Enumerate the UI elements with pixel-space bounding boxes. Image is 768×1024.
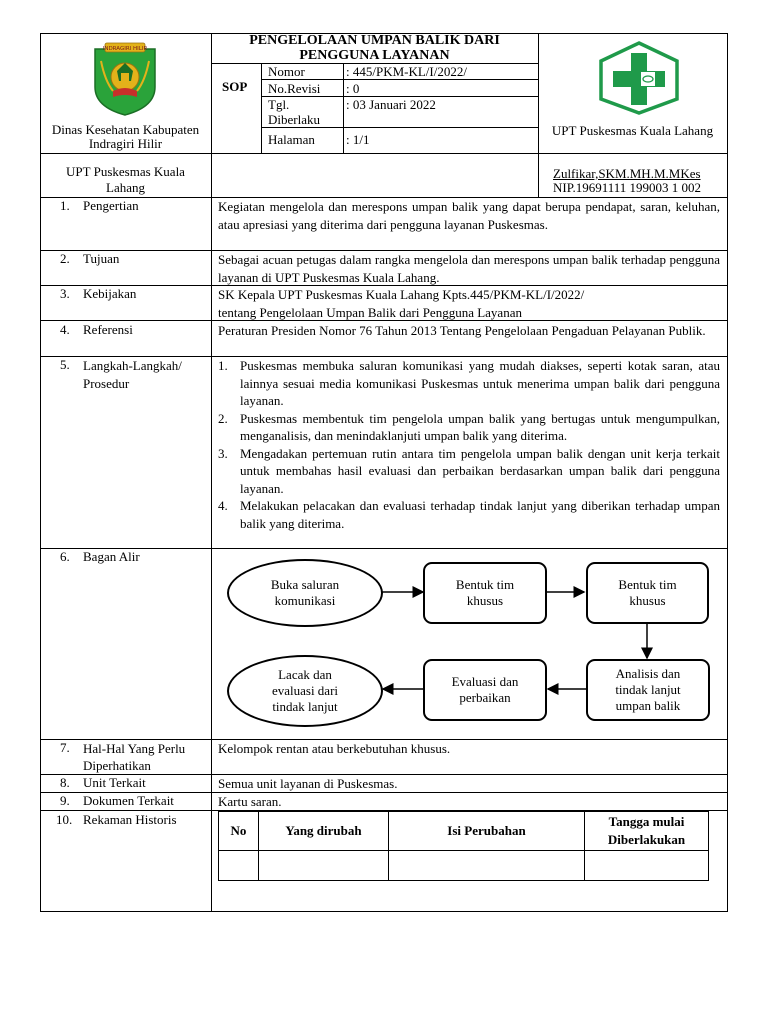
regency-emblem xyxy=(91,41,159,117)
flow-node-lacak: Lacak dan evaluasi dari tindak lanjut xyxy=(227,655,383,727)
meta-nomor-value: : 445/PKM-KL/I/2022/ xyxy=(346,64,467,79)
section-2-label: Tujuan xyxy=(83,251,120,266)
procedure-step: 3. Mengadakan pertemuan rutin antara tim pengelola umpan balik dengan unit kerja terkait untuk membahas hasil evaluasi dan perbaikan berdasarkan umpan balik dari pengguna layanan. xyxy=(218,445,720,496)
section-8-number: 8. xyxy=(60,775,70,790)
section-1-label: Pengertian xyxy=(83,198,139,213)
history-col-changed: Yang dirubah xyxy=(259,812,389,851)
section-6-number: 6. xyxy=(60,549,70,564)
flow-node-bentuk-tim-2: Bentuk tim khusus xyxy=(586,562,709,624)
section-10-label: Rekaman Historis xyxy=(83,812,177,827)
procedure-step: 4. Melakukan pelacakan dan evaluasi terhadap tindak lanjut yang diberikan terhadap umpan balik yang diterima. xyxy=(218,498,720,531)
section-1-text: Kegiatan mengelola dan merespons umpan balik yang dapat berupa pendapat, saran, keluhan, atau apresiasi yang diterima dari pengguna layanan Puskesmas. xyxy=(218,199,720,232)
meta-halaman-value: : 1/1 xyxy=(346,132,370,147)
section-4-label: Referensi xyxy=(83,322,133,337)
section-6-label: Bagan Alir xyxy=(83,549,140,564)
meta-tgl-value: : 03 Januari 2022 xyxy=(346,97,436,112)
signer-name: Zulfikar,SKM.MH.M.MKes xyxy=(553,166,701,181)
procedure-step: 2. Puskesmas membentuk tim pengelola umpan balik yang bertugas untuk mengumpulkan, menganalisis, dan menindaklanjuti umpan balik yang diterima. xyxy=(218,410,720,443)
meta-revisi-label: No.Revisi xyxy=(268,81,321,96)
section-5-label: Langkah-Langkah/ Prosedur xyxy=(83,358,182,391)
section-7-text: Kelompok rentan atau berkebutuhan khusus. xyxy=(218,741,451,756)
sop-label: SOP xyxy=(222,79,248,94)
flow-node-analisis: Analisis dan tindak lanjut umpan balik xyxy=(586,659,710,721)
section-3-label: Kebijakan xyxy=(83,286,137,301)
section-7-label: Hal-Hal Yang Perlu Diperhatikan xyxy=(83,741,186,773)
puskesmas-logo xyxy=(597,41,681,115)
flow-node-evaluasi: Evaluasi dan perbaikan xyxy=(423,659,547,721)
section-10-number: 10. xyxy=(56,812,73,827)
meta-tgl-label: Tgl. Diberlaku xyxy=(268,97,320,127)
history-col-no: No xyxy=(219,812,259,851)
section-3-number: 3. xyxy=(60,286,70,301)
procedure-steps xyxy=(218,357,720,532)
signer-unit: UPT Puskesmas Kuala Lahang xyxy=(66,164,185,195)
section-2-text: Sebagai acuan petugas dalam rangka mengelola dan merespons umpan balik terhadap pengguna layanan di UPT Puskesmas Kuala Lahang. xyxy=(218,252,720,285)
section-4-number: 4. xyxy=(60,322,70,337)
procedure-step: 1. Puskesmas membuka saluran komunikasi yang mudah diakses, seperti kotak saran, atau lainnya sesuai media komunikasi Puskesmas untuk menerima umpan balik dari pengguna layanan. xyxy=(218,358,720,408)
section-1-number: 1. xyxy=(60,198,70,213)
section-9-text: Kartu saran. xyxy=(218,794,282,809)
signer-nip: NIP.19691111 199003 1 002 xyxy=(553,180,702,195)
section-8-label: Unit Terkait xyxy=(83,775,146,790)
svg-text:INDRAGIRI HILIR: INDRAGIRI HILIR xyxy=(102,46,148,52)
section-7-number: 7. xyxy=(60,740,70,755)
meta-revisi-value: : 0 xyxy=(346,81,360,96)
meta-nomor-label: Nomor xyxy=(268,64,305,79)
flow-node-buka-saluran: Buka saluran komunikasi xyxy=(227,559,383,627)
table-row xyxy=(219,851,709,881)
history-table xyxy=(218,811,709,881)
section-8-text: Semua unit layanan di Puskesmas. xyxy=(218,776,398,791)
right-org-name: UPT Puskesmas Kuala Lahang xyxy=(551,123,714,138)
section-9-label: Dokumen Terkait xyxy=(83,793,174,808)
flow-node-bentuk-tim-1: Bentuk tim khusus xyxy=(423,562,547,624)
meta-halaman-label: Halaman xyxy=(268,132,315,147)
left-org-name: Dinas Kesehatan Kabupaten Indragiri Hilir xyxy=(51,122,200,151)
section-5-number: 5. xyxy=(60,357,70,372)
section-2-number: 2. xyxy=(60,251,70,266)
section-3-text: SK Kepala UPT Puskesmas Kuala Lahang Kpts.445/PKM-KL/I/2022/ tentang Pengelolaan Umpan Balik dari Pengguna Layanan xyxy=(218,287,585,320)
history-col-date: Tangga mulai Diberlakukan xyxy=(585,812,709,851)
section-9-number: 9. xyxy=(60,793,70,808)
page-title: PENGELOLAAN UMPAN BALIK DARI PENGGUNA LAYANAN xyxy=(249,33,500,63)
history-col-content: Isi Perubahan xyxy=(389,812,585,851)
section-4-text: Peraturan Presiden Nomor 76 Tahun 2013 Tentang Pengelolaan Pengaduan Pelayanan Publik. xyxy=(218,323,706,338)
